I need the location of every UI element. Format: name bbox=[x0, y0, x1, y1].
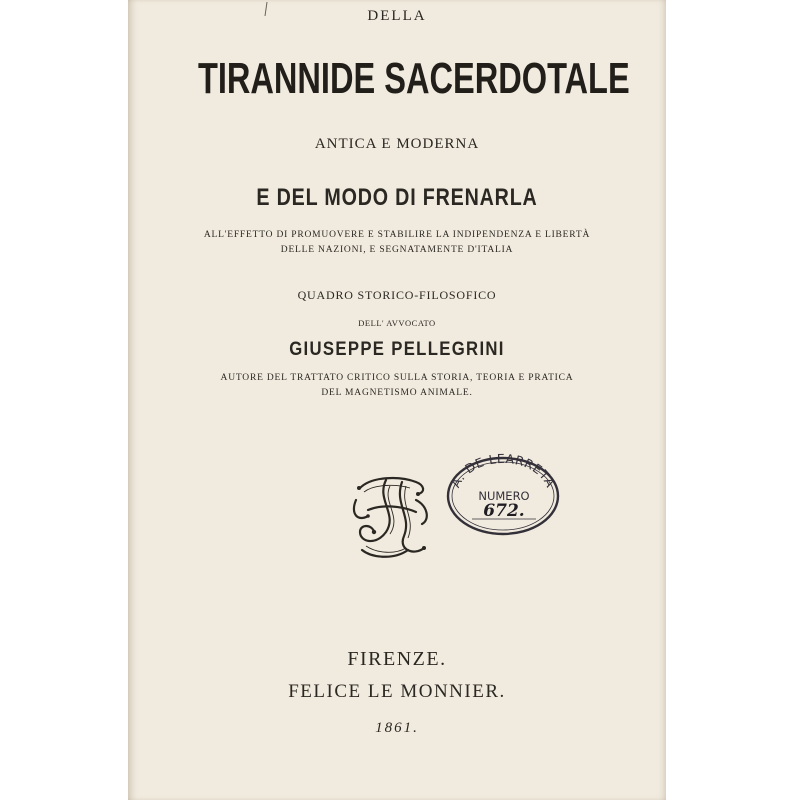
author-note-1: AUTORE DEL TRATTATO CRITICO SULLA STORIA, TEORIA E PRATICA bbox=[220, 373, 574, 383]
publication-year: 1861. bbox=[375, 720, 419, 736]
heading-della: DELLA bbox=[367, 8, 427, 24]
stamp-label: NUMERO bbox=[478, 489, 530, 503]
stamp-number: 672. bbox=[483, 501, 525, 521]
purpose-line-1: ALL'EFFETTO DI PROMUOVERE E STABILIRE LA INDIPENDENZA E LIBERTÀ bbox=[203, 230, 591, 240]
title-page bbox=[128, 0, 666, 800]
purpose-line-2: DELLE NAZIONI, E SEGNATAMENTE D'ITALIA bbox=[280, 245, 514, 255]
by-line: DELL' AVVOCATO bbox=[358, 318, 436, 328]
ownership-stamp bbox=[444, 453, 562, 537]
publication-city: FIRENZE. bbox=[347, 648, 447, 670]
author-note-2: DEL MAGNETISMO ANIMALE. bbox=[321, 388, 473, 398]
svg-text:A. DE LEARRETA bbox=[448, 453, 559, 490]
subtitle-secondary: E DEL MODO DI FRENARLA bbox=[256, 184, 538, 211]
author-name: GIUSEPPE PELLEGRINI bbox=[289, 339, 505, 360]
publisher: FELICE LE MONNIER. bbox=[288, 681, 506, 702]
monogram-ornament bbox=[346, 470, 434, 562]
book-title: TIRANNIDE SACERDOTALE bbox=[197, 54, 630, 103]
stamp-owner-name: A. DE LEARRETA bbox=[447, 453, 559, 490]
subtitle: ANTICA E MODERNA bbox=[314, 136, 480, 152]
genre-line: QUADRO STORICO-FILOSOFICO bbox=[297, 288, 497, 302]
